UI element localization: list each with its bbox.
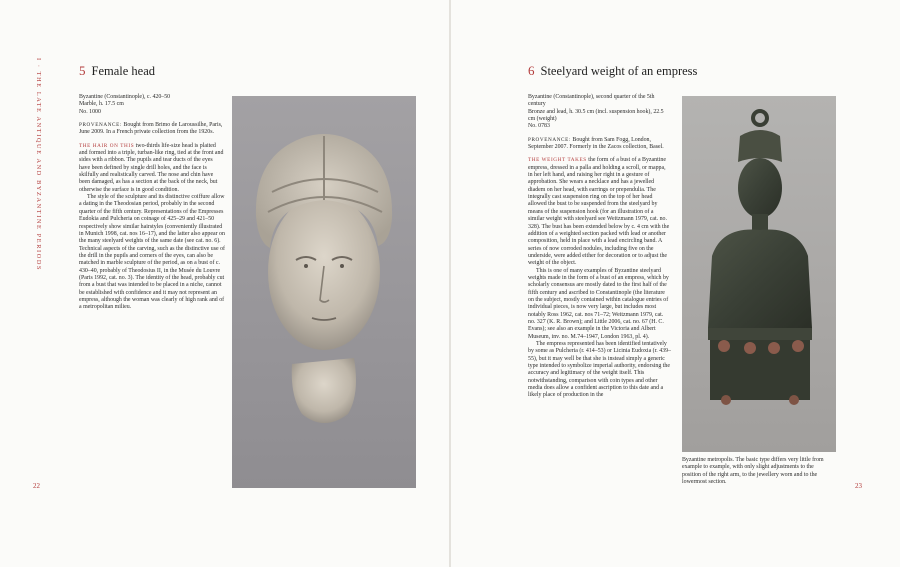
entry-title: Female head xyxy=(91,64,156,78)
entry-text-5 xyxy=(79,94,225,312)
entry-heading-5 xyxy=(79,63,155,79)
provenance-label: PROVENANCE: xyxy=(79,122,122,129)
page-number-left: 22 xyxy=(33,482,40,490)
meta-line: Byzantine (Constantinople), c. 420–50 xyxy=(79,94,171,100)
entry-text-6 xyxy=(528,94,671,400)
body-paragraph: The style of the sculpture and its distinctive coiffure allow a dating in the Theodosian period, probably in the second quarter of the fifth century. Representations of the Empresses Eudokia and Pulcheria on coinage of 425–29 and 421–50 respectively show similar hairstyles (conveniently illustrated in Munich 1998, cat. nos 16–17), and the latter also appear on the many steelyard weights of the same date (see cat. no. 6). Technical aspects of the carving, such as the distinctive use of the drill in the pupils and corners of the eyes, can also be matched in marble sculpture of the period, as on a bust of c. 430–40, probably of Theodosius II, in the Musée du Louvre (Paris 1992, cat. no. 3). The identity of the head, probably cut from a bust that was intended to be placed in a niche, cannot be established with confidence and it may not represent an empress, although the woman was clearly of high rank and of a metropolitan milieu. xyxy=(79,194,225,311)
page-number-right: 23 xyxy=(855,482,862,490)
entry-number: 6 xyxy=(528,63,535,78)
lead-in: THE HAIR ON THIS xyxy=(79,142,135,149)
meta-line: No. 0783 xyxy=(528,123,550,130)
meta-line: No. 1000 xyxy=(79,108,101,115)
photo-female-head xyxy=(232,96,416,488)
body-paragraph: THE WEIGHT TAKES the form of a bust of a Byzantine empress, dressed in a palla and holding a scroll, or mappa, in her left hand, and raising her right in a gesture of approbation. She wears a necklace and has a jewelled diadem on her head, with earrings or prependulia. The integrally cast suspension ring on the top of her head allowed the bust to be suspended from the steelyard by means of the suspension hook (for an illustration of a similar weight with steelyard see Weitzmann 1979, cat. no. 328). The bust has been extended below by c. 4 cm with the addition of a weighted section packed with lead or another composition, held in place with a lead encircling band. A series of now corroded nodules, including five on the underside, were added either for decoration or to adjust the weight of the object. xyxy=(528,157,670,267)
entry-heading-6 xyxy=(528,63,697,79)
photo-steelyard-weight xyxy=(682,96,836,452)
bronze-bust-illustration xyxy=(682,96,836,452)
lead-in: THE WEIGHT TAKES xyxy=(528,157,587,164)
body-paragraph: THE HAIR ON THIS two-thirds life-size head is plaited and formed into a triple, turban-like ring, tied at the front and sides with a ribbon. The pupils and tear ducts of the eyes have been defined by single drill holes, and the face is skilfully and realistically carved. The nose and chin have been damaged, as has a section at the back of the neck, but otherwise the surface is in good condition. xyxy=(79,142,224,193)
provenance-label: PROVENANCE: xyxy=(528,136,571,143)
body-paragraph: The empress represented has been identified tentatively by some as Pulcheria (r. 414–53) or Licinia Eudoxia (r. 439–55), but it may well be that she is instead simply a generic type intended to symbolize imperial authority, endorsing the accuracy and legitimacy of the weight itself. This notwithstanding, comparison with coin types and other media does allow a confident ascription to this date and a likely place of production in the xyxy=(528,341,671,399)
entry-title: Steelyard weight of an empress xyxy=(540,64,698,78)
continued-caption: Byzantine metropolis. The basic type differs very little from example to example, with only slight adjustments to the position of the right arm, to the jewellery worn and to the lowermost section. xyxy=(682,457,824,486)
meta-line: Marble, h. 17.5 cm xyxy=(79,101,124,108)
body-paragraph: This is one of many examples of Byzantine steelyard weights made in the form of a bust of an empress, which by scholarly consensus are mostly dated to the first half of the fifth century and ascribed to Constantinople (the literature on the subject, mostly contained within catalogue entries of individual pieces, is now very large, but includes most notably Ross 1962, cat. nos 71–72; Weitzmann 1979, cat. no. 327 (K. R. Brown); and Little 2006, cat. no. 67 (H. C. Evans); see also an example in the Victoria and Albert Museum, inv. no. M.74–1947, London 1963, pl. 4). xyxy=(528,267,669,340)
entry-number: 5 xyxy=(79,63,86,78)
provenance: PROVENANCE: Bought from Brimo de Laroussilhe, Paris, June 2009. In a French private collection from the 1920s. xyxy=(79,122,223,136)
running-head: I · THE LATE ANTIQUE AND BYZANTINE PERIODS xyxy=(35,58,42,272)
marble-head-illustration xyxy=(232,96,416,488)
meta-line: Byzantine (Constantinople), second quarter of the 5th century xyxy=(528,94,655,108)
meta-line: Bronze and lead, h. 30.5 cm (incl. suspension hook), 22.5 cm (weight) xyxy=(528,108,664,123)
provenance: PROVENANCE: Bought from Sam Fogg, London, September 2007. Formerly in the Zacos collection, Basel. xyxy=(528,136,664,151)
